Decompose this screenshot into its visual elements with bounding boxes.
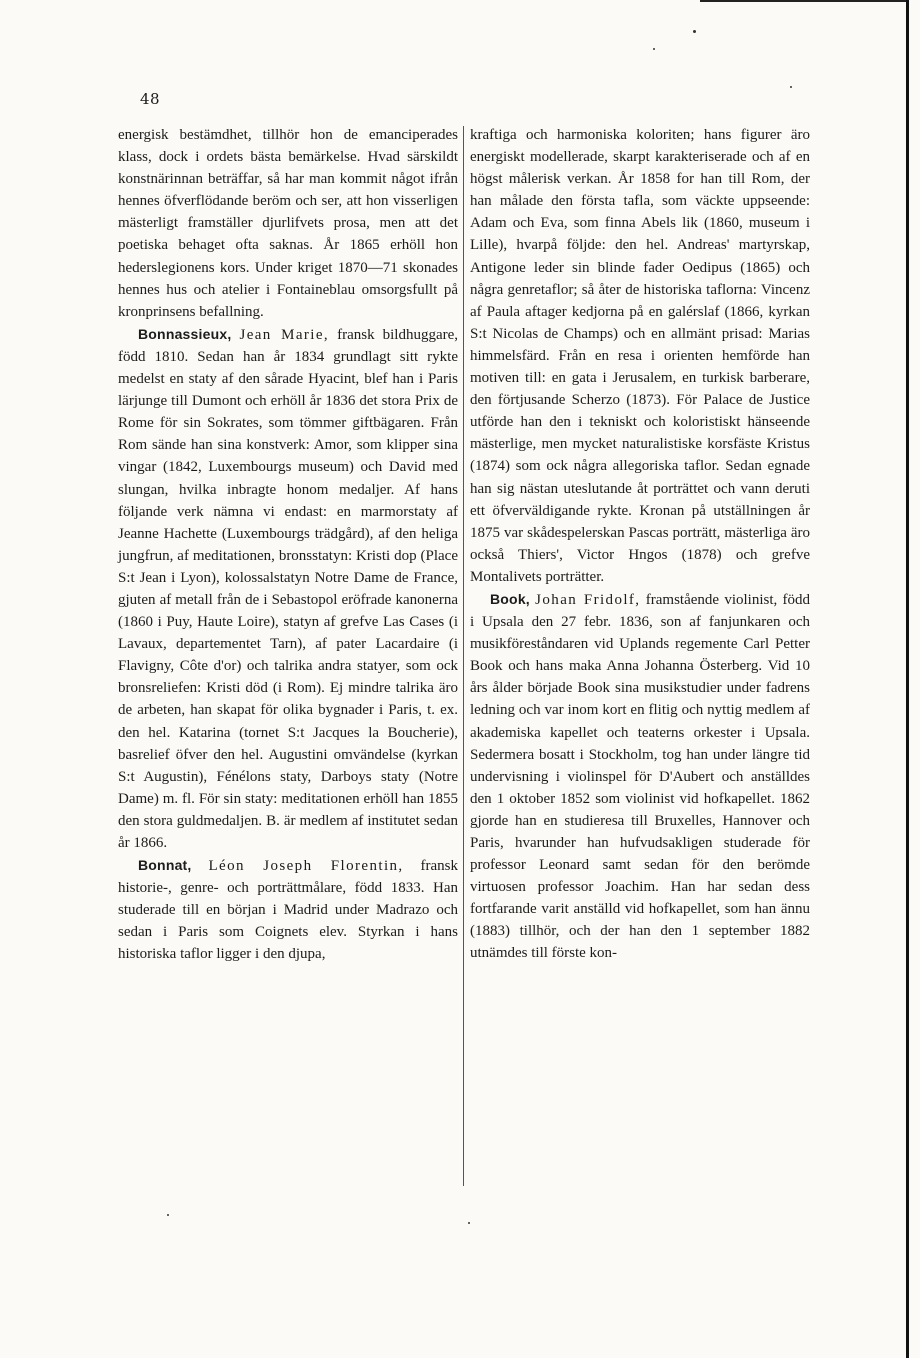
entry-bonnassieux bbox=[118, 323, 458, 854]
scan-speck bbox=[653, 48, 655, 50]
entry-headword: Bonnat, bbox=[138, 857, 192, 874]
top-rule bbox=[700, 0, 906, 2]
entry-headword: Bonnassieux, bbox=[138, 325, 232, 342]
scan-speck bbox=[790, 86, 792, 88]
entry-forename: Léon Joseph Florentin, bbox=[208, 858, 404, 875]
scan-speck bbox=[693, 30, 696, 33]
entry-text: fransk historie-, genre- och porträttmålare, född 1833. Han studerade till en början i Madrid under Madrazo och sedan i Paris som Coignets elev. Styrkan i hans historiska taflor ligger i den djupa, bbox=[118, 858, 459, 963]
left-column bbox=[118, 124, 458, 966]
entry-text: kraftiga och harmoniska koloriten; hans figurer äro energiskt modellerade, skarpt karakteriserade och af en högst målerisk verkan. År 1858 for han till Rom, der han målade den första tafla, som väckte uppseende: Adam och Eva, som finna Abels lik (1860, museum i Lille), hvarpå följde: den hel. Andreas' martyrskap, Antigone leder sin blinde fader Oedipus (1865) och några genretaflor; så åter de historiska taflorna: Vincenz af Paula aftager kedjorna på en galérslaf (1866, kyrkan S:t Nicolas de Champs) och en allmänt prisad: Marias himmelsfärd. Från en resa i orienten hemförde han motiven till: en gata i Jerusalem, en turkisk barberare, den förtjusande Scherzo (1873). För Palace de Justice utförde han den i tekniskt och koloristiskt hänseende mästerlige, men mycket naturalistiske korsfäste Kristus (1874) som ock några allegoriska taflor. Sedan egnade han sig nästan uteslutande åt porträttet och vann deruti ett öfverväldigande rykte. Kronan på utställningen år 1875 var skådespelerskan Pascas porträtt, mästerliga äro också Thiers', Victor Hngos (1878) och grefve Montalivets porträtter. bbox=[470, 127, 810, 585]
entry-text: fransk bildhuggare, född 1810. Sedan han år 1834 grundlagt sitt rykte medelst en staty af den sårade Hyacint, blef han i Paris lärjunge till Dumont och erhöll år 1836 det stora Prix de Rome för sin Sokrates, som tömmer giftbägaren. Från Rom sände han sina konstverk: Amor, som klipper sina vingar (1842, Luxembourgs museum) och David med slungan, hvilka inbragte honom medaljer. Af hans följande verk nämna vi endast: en marmorstaty af Jeanne Hachette (Luxembourgs trädgård), af den heliga jungfrun, af meditationen, bronsstatyn: Kristi dop (Place S:t Jean i Lyon), kolossalstatyn Notre Dame de France, gjuten af metall från de i Sebastopol eröfrade kanonerna (1860 i Puy, Haute Loire), statyn af grefve Las Cases (i Lavaux, departementet Tarn), af pater Lacardaire (i Flavigny, Côte d'or) och talrika andra statyer, som ock bronsreliefen: Kristi död (i Rom). Ej mindre talrika äro de arbeten, han skapat för olika bygnader i Paris, t. ex. den hel. Katarina (tornet S:t Jacques la Boucherie), basrelief öfver den hel. Augustini omvändelse (kyrkan S:t Augustin), Fénélons staty, Darboys staty (Notre Dame) m. fl. För sin staty: meditationen erhöll han 1855 den stora guldmedaljen. B. är medlem af institutet sedan år 1866. bbox=[118, 326, 459, 851]
entry-forename: Johan Fridolf, bbox=[535, 591, 641, 608]
entry-bonnat bbox=[118, 854, 458, 965]
column-divider bbox=[463, 126, 464, 1186]
entry-forename: Jean Marie, bbox=[239, 326, 330, 343]
right-column bbox=[470, 124, 810, 965]
entry-headword: Book, bbox=[490, 590, 530, 607]
entry-continuation bbox=[118, 124, 458, 323]
page-number: 48 bbox=[140, 90, 161, 108]
entry-text: framstående violinist, född i Upsala den 27 febr. 1836, son af fanjunkaren och musikföreståndaren vid Uplands regemente Carl Petter Book och hans maka Anna Johanna Österberg. Vid 10 års ålder började Book sina musikstudier under fadrens ledning och var inom kort en flitig och nyttig medlem af akademiska kapellet och teaterns orkester i Upsala. Sedermera bosatt i Stockholm, tog han under längre tid undervisning i violinspel för D'Aubert och anställdes den 1 oktober 1852 som violinist vid hofkapellet. 1862 gjorde han en studieresa till Bruxelles, Hannover och Paris, hvarunder han hufvudsakligen studerade för professor Leonard samt sedan för den berömde virtuosen professor Joachim. Han har sedan dess fortfarande varit anställd vid hofkapellet, som han ännu (1883) tillhör, och der han den 1 september 1882 utnämdes till förste kon- bbox=[470, 591, 811, 962]
entry-book bbox=[470, 588, 810, 965]
entry-text: energisk bestämdhet, tillhör hon de emanciperades klass, dock i ordets bästa bemärkelse. Hvad särskildt konstnärinnan beträffar, så har man kommit något ifrån hennes öfverflödande beröm och ser, att hon visserligen mästerligt framställer djurlifvets prosa, men att det poetiska behaget ofta saknas. År 1865 erhöll hon hederslegionens kors. Under kriget 1870—71 skonades hennes hus och atelier i Fontaineblau omsorgsfullt på kronprinsens befallning. bbox=[118, 127, 458, 320]
entry-continuation bbox=[470, 124, 810, 588]
scan-speck bbox=[167, 1214, 169, 1216]
scan-speck bbox=[468, 1222, 470, 1224]
